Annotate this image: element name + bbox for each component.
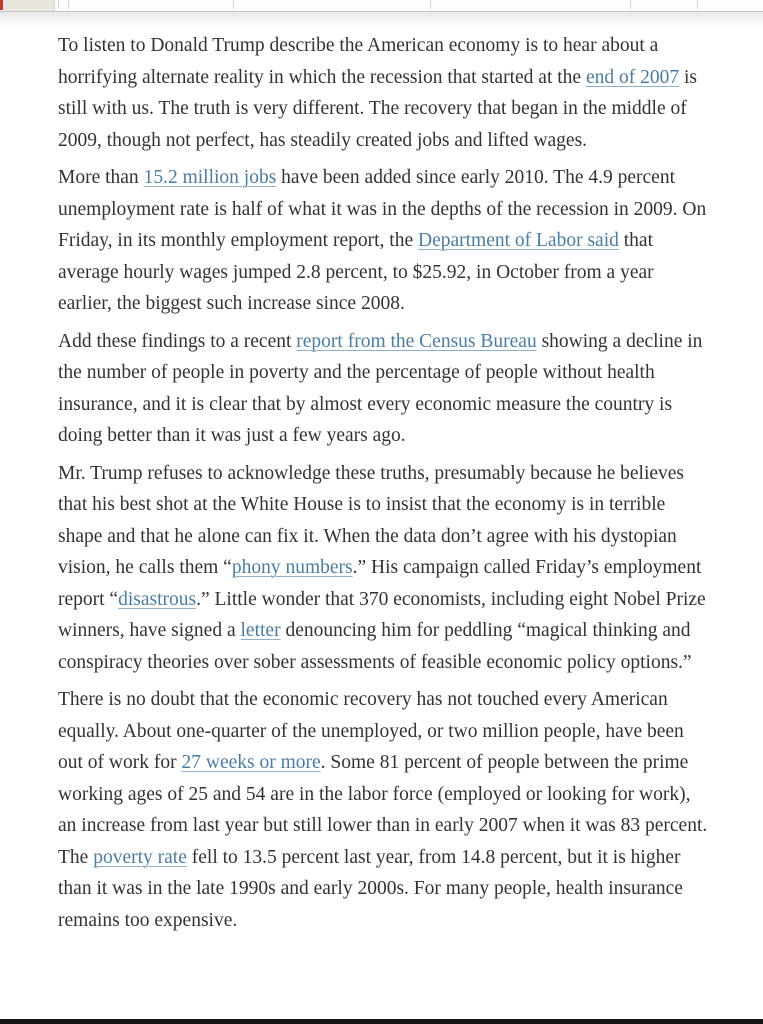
paragraph-text: have been added since early 2010. The 4.9 percent unemployment rate is half of what it was in the depths of the recession in 2009. On Friday, in its monthly employment report, the bbox=[58, 167, 707, 251]
inline-link[interactable]: Department of Labor said bbox=[417, 230, 619, 251]
paragraph-text: There is no doubt that the economic recovery has not touched every American equally. About one-quarter of the unemployed, or two million people, have been out of work for bbox=[58, 689, 684, 773]
paragraph-text: that average hourly wages jumped 2.8 percent, to $25.92, in October from a year earlier, the biggest such increase since 2008. bbox=[58, 230, 654, 314]
chrome-separator-tick bbox=[430, 0, 431, 9]
article bbox=[58, 30, 708, 942]
bottom-bar bbox=[0, 1019, 763, 1024]
inline-link[interactable]: disastrous bbox=[118, 588, 197, 610]
inline-link[interactable]: end of 2007 bbox=[585, 66, 680, 88]
chrome-separator-tick bbox=[630, 0, 631, 9]
inline-link[interactable]: phony numbers bbox=[231, 557, 353, 578]
article-paragraph bbox=[58, 30, 708, 156]
chrome-shadow bbox=[0, 12, 763, 28]
tab-fragment[interactable] bbox=[3, 0, 55, 11]
chrome-separator-tick bbox=[697, 0, 698, 9]
paragraph-text: Add these findings to a recent bbox=[58, 330, 297, 352]
inline-link[interactable]: 15.2 million jobs bbox=[143, 167, 277, 188]
inline-link[interactable]: report from the Census Bureau bbox=[296, 330, 537, 352]
paragraph-text: is still with us. The truth is very different. The recovery that began in the middle of 2009, though not perfect, has steadily created jobs and lifted wages. bbox=[58, 66, 697, 151]
browser-chrome-strip bbox=[0, 0, 763, 12]
paragraph-text: fell to 13.5 percent last year, from 14.8 percent, but it is higher than it was in the late 1990s and early 2000s. For many people, health insurance remains too expensive. bbox=[58, 846, 683, 931]
paragraph-text: . Some 81 percent of people between the prime working ages of 25 and 54 are in the labor force (employed or looking for work), an increase from last year but still lower than in early 2007 when it was 83 percent. The bbox=[58, 752, 708, 868]
article-paragraph bbox=[58, 162, 708, 320]
article-paragraph bbox=[58, 684, 708, 936]
paragraph-text: denouncing him for peddling “magical thinking and conspiracy theories over sober assessments of feasible economic policy options.” bbox=[58, 620, 692, 673]
paragraph-text: More than bbox=[58, 167, 144, 188]
chrome-separator-tick bbox=[58, 0, 59, 9]
paragraph-text: .” Little wonder that 370 economists, including eight Nobel Prize winners, have signed a bbox=[58, 588, 706, 641]
inline-link[interactable]: poverty rate bbox=[93, 846, 187, 868]
article-paragraph bbox=[58, 458, 708, 679]
chrome-separator-tick bbox=[68, 0, 69, 9]
paragraph-text: Mr. Trump refuses to acknowledge these truths, presumably because he believes that his best shot at the White House is to insist that the economy is in terrible shape and that he alone can fix it. When the data don’t agree with his dystopian vision, he calls them “ bbox=[58, 462, 685, 578]
inline-link[interactable]: 27 weeks or more bbox=[181, 752, 321, 773]
article-paragraph bbox=[58, 326, 708, 452]
paragraph-text: .” His campaign called Friday’s employment report “ bbox=[58, 557, 702, 610]
inline-link[interactable]: letter bbox=[240, 620, 281, 641]
paragraph-text: showing a decline in the number of people in poverty and the percentage of people without health insurance, and it is clear that by almost every economic measure the country is doing better than it was just a few years ago. bbox=[58, 330, 703, 446]
paragraph-text: To listen to Donald Trump describe the American economy is to hear about a horrifying alternate reality in which the recession that started at the bbox=[58, 35, 659, 88]
chrome-separator-tick bbox=[233, 0, 234, 9]
